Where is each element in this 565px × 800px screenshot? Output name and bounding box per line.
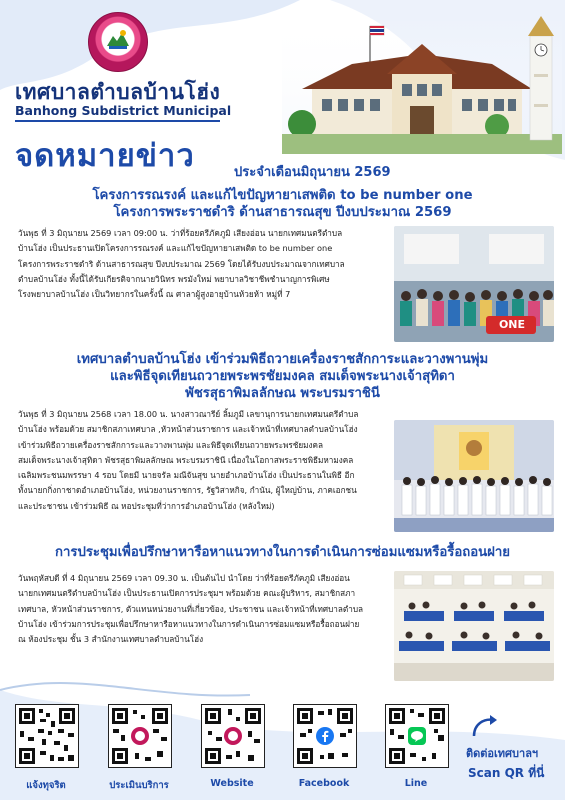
scan-qr-label: Scan QR ที่นี่	[468, 766, 545, 780]
news-2-body-line: บ้านโฮ่ง พร้อมด้วย สมาชิกสภาเทศบาล ,หัวหน้าส่วนราชการ และเจ้าหน้าที่เทศบาลตำบลบ้านโฮ่ง	[18, 424, 358, 435]
news-1-body-line: บ้านโฮ่ง เป็นประธานเปิดโครงการรณรงค์ และแก้ไขปัญหายาเสพติด to be number one	[18, 243, 333, 254]
news-2-body-line: เฉลิมพระชนมพรรษา 4 รอบ โดยมี นายจรัล มณีจันสุข นายอำเภอบ้านโฮ่ง เป็นประธานในพิธี อีก	[18, 470, 355, 481]
newsletter-title: จดหมายข่าว	[15, 138, 195, 174]
news-1-body-line: ตำบลบ้านโฮ่ง ทั้งนี้ได้รับเกียรติจากนายวินิทร พรมังใหม่ พยาบาลวิชาชีพชำนาญการพิเศษ	[18, 273, 330, 284]
municipal-building-image	[282, 14, 562, 154]
org-name-thai: เทศบาลตำบลบ้านโฮ่ง	[15, 80, 221, 104]
news-2-headline-line: และพิธีจุดเทียนถวายพระพรชัยมงคล สมเด็จพระนางเจ้าสุทิดา	[110, 369, 455, 384]
qr-code-report-corruption[interactable]	[15, 704, 79, 768]
facebook-icon	[316, 727, 334, 745]
news-1-body-line: วันพุธ ที่ 3 มิถุนายน 2569 เวลา 09:00 น. ว่าที่ร้อยตรีภัคภูมิ เสียงอ่อน นายกเทศมนตรีตำบล	[18, 228, 343, 238]
news-3-body-line: นายกเทศมนตรีตำบลบ้านโฮ่ง เป็นประธานเปิดการประชุมฯ พร้อมด้วย คณะผู้บริหาร, สมาชิกสภา	[18, 588, 356, 599]
news-3-headline-line: การประชุมเพื่อปรึกษาหารือหาแนวทางในการดำเนินการซ่อมแซมหรือรื้อถอนฝาย	[54, 545, 511, 560]
news-2-headline-line: เทศบาลตำบลบ้านโฮ่ง เข้าร่วมพิธีถวายเครื่องราชสักการะและวางพานพุ่ม	[76, 352, 489, 367]
news-2-body-line: และประชาชน เข้าร่วมพิธี ณ หอประชุมที่ว่าการอำเภอบ้านโฮ่ง (หลังใหม่)	[18, 500, 275, 511]
news-2-body-line: เข้าร่วมพิธีถวายเครื่องราชสักการะและวางพานพุ่ม และพิธีจุดเทียนถวายพระพรชัยมงคล	[18, 439, 324, 450]
news-3-body	[18, 571, 390, 647]
qr-label-service-evaluation: ประเมินบริการ	[109, 780, 169, 791]
qr-label-facebook: Facebook	[298, 778, 350, 789]
qr-code-service-evaluation[interactable]	[108, 704, 172, 768]
news-3-body-line: ณ ห้องประชุม ชั้น 3 สำนักงานเทศบาลตำบลบ้านโฮ่ง	[18, 634, 204, 645]
news-3-body-line: วันพฤหัสบดี ที่ 4 มิถุนายน 2569 เวลา 09.30 น. เป็นต้นไป นำโดย ว่าที่ร้อยตรีภัคภูมิ เสียงอ่อน	[18, 573, 350, 583]
news-2-body	[18, 407, 390, 514]
news-1-body-line: โรงพยาบาลบ้านโฮ่ง เป็นวิทยากรในครั้งนี้ ณ ศาลาผู้สูงอายุบ้านห้วยห้า หมู่ที่ 7	[18, 289, 291, 300]
news-2-body-line: ทั้งนายกกิ่งกาชาดอำเภอบ้านโฮ่ง, หน่วยงานราชการ, รัฐวิสาหกิจ, กำนัน, ผู้ใหญ่บ้าน, ภาคเอกชน	[18, 485, 357, 496]
line-icon	[408, 727, 426, 745]
qr-code-facebook[interactable]	[293, 704, 357, 768]
news-3-headline	[10, 544, 555, 561]
news-3-photo	[394, 571, 554, 681]
news-1-headline-line: โครงการรณรงค์ และแก้ไขปัญหายาเสพติด to be number one	[92, 188, 473, 203]
news-3-body-line: บ้านโฮ่ง เข้าร่วมการประชุมเพื่อปรึกษาหารือหาแนวทางในการดำเนินการซ่อมแซมหรือรื้อถอนฝาย	[18, 618, 360, 629]
news-3-body-line: เทศบาล, หัวหน้าส่วนราชการ, ตัวแทนหน่วยงานที่เกี่ยวข้อง, ประชาชน และเจ้าหน้าที่เทศบาลตำบล	[18, 603, 364, 614]
news-2-headline-line: พัชรสุธาพิมลลักษณ พระบรมราชินี	[185, 386, 380, 401]
qr-label-report-corruption: แจ้งทุจริต	[26, 780, 66, 791]
curved-arrow-icon	[470, 714, 500, 740]
org-name-english: Banhong Subdistrict Municipal	[15, 103, 232, 118]
qr-label-line: Line	[404, 778, 428, 789]
contact-label: ติดต่อเทศบาลฯ	[466, 747, 539, 760]
municipal-seal-logo	[88, 12, 148, 72]
photo-banner-text: ONE	[498, 318, 526, 331]
news-1-photo	[394, 226, 554, 342]
news-2-body-line: วันพุธ ที่ 3 มิถุนายน 2568 เวลา 18.00 น. นางสาวณารีย์ ลิ้มภูมี เลขานุการนายกเทศมนตรีตำบล	[18, 409, 359, 419]
news-2-headline	[10, 351, 555, 402]
news-2-body-line: สมเด็จพระนางเจ้าสุทิดา พัชรสุธาพิมลลักษณ พระบรมราชินี เนื่องในโอกาสพระราชพิธีมหามงคล	[18, 454, 354, 465]
qr-label-website: Website	[210, 778, 254, 789]
news-1-headline-line: โครงการพระราชดำริ ด้านสาธารณสุข ปีงบประมาณ 2569	[113, 205, 452, 220]
news-1-body	[18, 226, 390, 302]
news-1-body-line: โครงการพระราชดำริ ด้านสาธารณสุข ปีงบประมาณ 2569 โดยได้รับงบประมาณจากเทศบาล	[18, 258, 345, 269]
header-divider	[15, 120, 220, 122]
qr-code-website[interactable]	[201, 704, 265, 768]
news-1-headline	[10, 187, 555, 221]
news-2-photo	[394, 420, 554, 532]
issue-date: ประจำเดือนมิถุนายน 2569	[234, 165, 391, 180]
qr-code-line[interactable]	[385, 704, 449, 768]
